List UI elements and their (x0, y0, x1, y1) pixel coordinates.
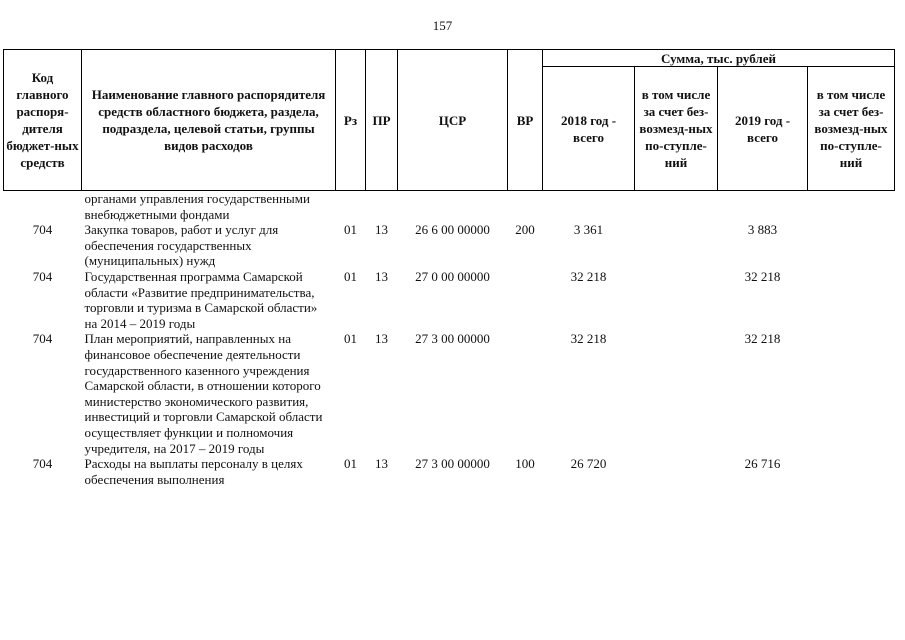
cell-code: 704 (32, 331, 53, 347)
cell-free-2019 (808, 331, 895, 456)
cell-code (4, 191, 82, 223)
header-rz: Рз (336, 50, 366, 191)
header-name: Наименование главного распорядителя средств областного бюджета, раздела, подраздела, целевой статьи, группы видов расходов (82, 50, 336, 191)
header-2018-total: 2018 год - всего (543, 67, 635, 191)
cell-sum-2018: 26 720 (570, 456, 607, 472)
cell-rz: 01 (344, 331, 357, 347)
header-pr: ПР (366, 50, 398, 191)
cell-sum-2018: 3 361 (573, 222, 604, 238)
table-row (4, 331, 895, 456)
cell-sum-2018 (543, 191, 635, 223)
cell-code: 704 (32, 222, 53, 238)
page-number: 157 (432, 18, 453, 33)
cell-vr: 100 (515, 456, 535, 472)
table-row (4, 222, 895, 269)
header-vr: ВР (508, 50, 543, 191)
table-row (4, 456, 895, 487)
cell-sum-2019: 3 883 (747, 222, 778, 238)
cell-pr: 13 (375, 331, 388, 347)
cell-free-2019 (808, 222, 895, 269)
cell-csr: 27 3 00 00000 (415, 456, 490, 472)
cell-free-2019 (808, 191, 895, 223)
cell-csr: 27 0 00 00000 (415, 268, 490, 284)
cell-free-2019 (808, 456, 895, 487)
cell-name: Государственная программа Самарской области «Развитие предпринимательства, торговли и туризма в Самарской области» на 2014 – 2019 годы (84, 268, 318, 331)
cell-name: План мероприятий, направленных на финансовое обеспечение деятельности государственного казенного учреждения Самарской области, в отношении которого министерство экономического развития, инвестиций и торговли Самарской области осуществляет функции и полномочия учредителя, на 2017 – 2019 годы (84, 331, 323, 456)
cell-free-2018 (635, 222, 718, 269)
cell-sum-2018: 32 218 (570, 268, 607, 284)
table-row (4, 269, 895, 331)
cell-rz (336, 191, 366, 223)
cell-code: 704 (32, 268, 53, 284)
cell-vr (508, 331, 543, 456)
cell-sum-2019 (718, 191, 808, 223)
cell-vr (508, 269, 543, 331)
cell-free-2018 (635, 191, 718, 223)
budget-table (3, 49, 895, 487)
cell-sum-2018: 32 218 (570, 331, 607, 347)
cell-rz: 01 (344, 268, 357, 284)
header-2019-free: в том числе за счет без-возмезд-ных по-ступле-ний (808, 67, 895, 191)
cell-sum-2019: 32 218 (744, 268, 781, 284)
cell-csr (398, 191, 508, 223)
cell-pr: 13 (375, 268, 388, 284)
cell-sum-2019: 32 218 (744, 331, 781, 347)
cell-sum-2019: 26 716 (744, 456, 781, 472)
header-2019-total: 2019 год - всего (718, 67, 808, 191)
cell-pr (366, 191, 398, 223)
header-code: Код главного распоря-дителя бюджет-ных средств (4, 50, 82, 191)
cell-free-2018 (635, 269, 718, 331)
cell-free-2019 (808, 269, 895, 331)
cell-name: органами управления государственными внебюджетными фондами (84, 191, 310, 222)
cell-csr: 27 3 00 00000 (415, 331, 490, 347)
cell-pr: 13 (375, 456, 388, 472)
cell-name: Закупка товаров, работ и услуг для обеспечения государственных (муниципальных) нужд (84, 222, 279, 269)
cell-rz: 01 (344, 222, 357, 238)
cell-pr: 13 (375, 222, 388, 238)
header-csr: ЦСР (398, 50, 508, 191)
cell-code: 704 (32, 456, 53, 472)
header-2018-free: в том числе за счет без-возмезд-ных по-ступле-ний (635, 67, 718, 191)
cell-vr: 200 (515, 222, 535, 238)
cell-free-2018 (635, 456, 718, 487)
cell-name: Расходы на выплаты персоналу в целях обеспечения выполнения (84, 456, 303, 487)
cell-free-2018 (635, 331, 718, 456)
cell-vr (508, 191, 543, 223)
cell-rz: 01 (344, 456, 357, 472)
table-row (4, 191, 895, 223)
cell-csr: 26 6 00 00000 (415, 222, 490, 238)
header-sum-group: Сумма, тыс. рублей (543, 50, 895, 67)
